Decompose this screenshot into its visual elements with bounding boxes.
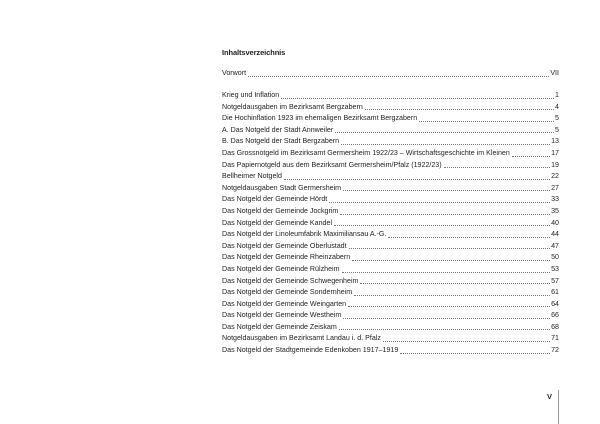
dot-leader (354, 295, 550, 296)
entry-page: 50 (551, 253, 559, 262)
toc-entry (222, 299, 559, 311)
entry-label: Das Notgeld der Gemeinde Hördt (222, 195, 328, 204)
entry-page: 71 (551, 334, 559, 343)
toc-entry (222, 241, 559, 253)
entry-page: 33 (551, 195, 559, 204)
entry-page: 1 (555, 91, 559, 99)
entry-page: 53 (551, 264, 559, 273)
dot-leader (284, 179, 550, 180)
entry-label: Das Notgeld der Gemeinde Rheinzabern (222, 253, 351, 262)
dot-leader (343, 318, 550, 319)
entry-label: Das Notgeld der Gemeinde Oberlustadt (222, 241, 347, 250)
toc-list (222, 90, 559, 357)
margin-rule (558, 390, 559, 424)
dot-leader (248, 76, 549, 77)
toc-entry (222, 345, 559, 357)
entry-page: 40 (551, 218, 559, 227)
entry-label: Das Notgeld der Gemeinde Weingarten (222, 299, 347, 308)
entry-page: 57 (551, 276, 559, 285)
dot-leader (365, 109, 554, 110)
entry-label: Das Notgeld der Gemeinde Westheim (222, 311, 342, 320)
entry-label: Notgeldausgaben im Bezirksamt Landau i. d. Pfalz (222, 334, 381, 343)
entry-label: Krieg und Inflation (222, 91, 280, 99)
entry-label: Vorwort (222, 69, 247, 77)
entry-page: 17 (551, 148, 559, 157)
toc-entry (222, 90, 559, 102)
toc-entry (222, 322, 559, 334)
dot-leader (335, 132, 554, 133)
entry-label: Das Notgeld der Gemeinde Sondernheim (222, 288, 353, 297)
toc-entry (222, 183, 559, 195)
entry-label: Notgeldausgaben Stadt Germersheim (222, 183, 342, 192)
toc-entry (222, 264, 559, 276)
entry-label: Das Notgeld der Gemeinde Jockgrim (222, 206, 339, 215)
dot-leader (419, 121, 554, 122)
dot-leader (340, 214, 550, 215)
toc-entry (222, 136, 559, 148)
dot-leader (349, 248, 551, 249)
entry-page: 72 (551, 346, 559, 355)
toc-title: Inhaltsverzeichnis (222, 48, 286, 57)
entry-label: Notgeldausgaben im Bezirksamt Bergzabern (222, 102, 363, 111)
dot-leader (383, 341, 550, 342)
entry-page: 4 (555, 102, 559, 111)
dot-leader (343, 190, 550, 191)
entry-label: B. Das Notgeld der Stadt Bergzabern (222, 137, 340, 146)
dot-leader (281, 98, 554, 99)
toc-entry (222, 148, 559, 160)
toc-entry (222, 276, 559, 288)
entry-label: Das Notgeld der Linoleumfabrik Maximiliansau A.-G. (222, 230, 387, 239)
toc-entry (222, 310, 559, 322)
dot-leader (388, 237, 550, 238)
toc-entry (222, 113, 559, 125)
toc-entry (222, 333, 559, 345)
toc-entry (222, 125, 559, 137)
toc-entry (222, 229, 559, 241)
dot-leader (512, 156, 550, 157)
entry-page: 19 (551, 160, 559, 169)
page-number: V (547, 392, 553, 401)
entry-label: Das Papiernotgeld aus dem Bezirksamt Germersheim/Pfalz (1922/23) (222, 160, 442, 169)
entry-page: 5 (555, 125, 559, 134)
entry-page: 66 (551, 311, 559, 320)
toc-entry (222, 102, 559, 114)
dot-leader (352, 260, 550, 261)
entry-page: 44 (551, 230, 559, 239)
dot-leader (342, 272, 551, 273)
entry-page: VII (550, 69, 559, 77)
dot-leader (348, 306, 550, 307)
dot-leader (339, 329, 550, 330)
entry-label: Das Grossnotgeld im Bezirksamt Germersheim 1922/23 – Wirtschaftsgeschichte im Kleinen (222, 148, 510, 157)
toc-entry (222, 287, 559, 299)
entry-page: 47 (551, 241, 559, 250)
toc-preface (222, 68, 559, 80)
dot-leader (444, 167, 551, 168)
toc-entry (222, 252, 559, 264)
dot-leader (329, 202, 550, 203)
toc-entry-preface (222, 68, 559, 80)
entry-label: A. Das Notgeld der Stadt Annweiler (222, 125, 334, 134)
entry-page: 61 (551, 288, 559, 297)
toc-entry (222, 171, 559, 183)
entry-label: Bellheimer Notgeld (222, 172, 282, 181)
entry-label: Das Notgeld der Gemeinde Zeiskam (222, 322, 337, 331)
entry-page: 13 (551, 137, 559, 146)
entry-page: 5 (555, 114, 559, 123)
toc-entry (222, 194, 559, 206)
entry-page: 35 (551, 206, 559, 215)
entry-page: 27 (551, 183, 559, 192)
entry-page: 68 (551, 322, 559, 331)
entry-label: Das Notgeld der Gemeinde Schwegenheim (222, 276, 359, 285)
dot-leader (334, 225, 550, 226)
entry-label: Das Notgeld der Gemeinde Rülzheim (222, 264, 340, 273)
entry-page: 64 (551, 299, 559, 308)
toc-entry (222, 206, 559, 218)
entry-label: Die Hochinflation 1923 im ehemaligen Bezirksamt Bergzabern (222, 114, 418, 123)
entry-label: Das Notgeld der Stadtgemeinde Edenkoben 1917–1919 (222, 346, 399, 355)
toc-entry (222, 218, 559, 230)
dot-leader (360, 283, 550, 284)
entry-label: Das Notgeld der Gemeinde Kandel (222, 218, 333, 227)
dot-leader (400, 353, 550, 354)
dot-leader (341, 144, 550, 145)
toc-entry (222, 160, 559, 172)
entry-page: 22 (551, 172, 559, 181)
